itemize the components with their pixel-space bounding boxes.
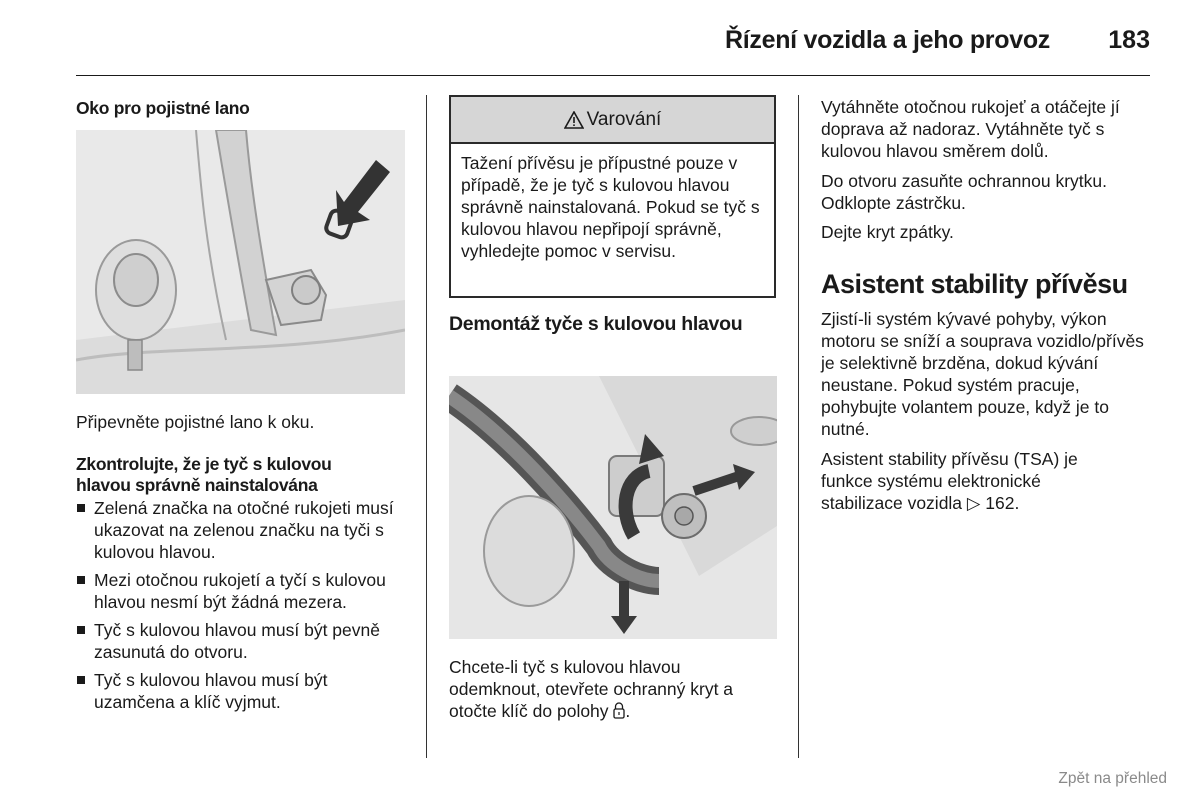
list-item: Zelená značka na otočné rukojeti musí ukazovat na zelenou značku na tyči s kulovou hlavou. bbox=[76, 497, 406, 563]
illustration-safety-eye bbox=[76, 130, 405, 394]
bullet-icon bbox=[77, 676, 85, 684]
page-reference-arrow-icon: ▷ bbox=[966, 493, 981, 513]
section-heading-tsa: Asistent stability přívěsu bbox=[821, 269, 1128, 299]
back-to-overview-link[interactable]: Zpět na přehled bbox=[1058, 770, 1167, 787]
warning-title: Varování bbox=[586, 108, 662, 130]
list-item: Tyč s kulovou hlavou musí být uzamčena a klíč vyjmut. bbox=[76, 669, 406, 713]
column-divider-left bbox=[426, 95, 427, 758]
column-divider-right bbox=[798, 95, 799, 758]
caption-unlock: Chcete-li tyč s kulovou hlavou odemknout, otevřete ochranný kryt a otočte klíč do polohy . bbox=[449, 657, 734, 721]
list-item: Tyč s kulovou hlavou musí být pevně zasunutá do otvoru. bbox=[76, 619, 406, 663]
illustration-removal bbox=[449, 376, 777, 639]
paragraph-tsa-function: Zjistí-li systém kývavé pohyby, výkon motoru se sníží a souprava vozidlo/přívěs je selektivně brzděna, dokud kývání neustane. Pokud systém pracuje, pohybujte volantem pouze, když je to nutné. bbox=[821, 309, 1144, 439]
bullet-icon bbox=[77, 576, 85, 584]
list-item: Mezi otočnou rukojetí a tyčí s kulovou hlavou nesmí být žádná mezera. bbox=[76, 569, 406, 613]
warning-triangle-icon bbox=[564, 111, 584, 129]
page-number: 183 bbox=[1108, 26, 1150, 54]
warning-text: Tažení přívěsu je přípustné pouze v případě, že je tyč s kulovou hlavou správně nainstalovaná. Pokud se tyč s kulovou hlavou nepřipojí správně, vyhledejte pomoc v servisu. bbox=[461, 153, 760, 261]
paragraph-tsa-esc: Asistent stability přívěsu (TSA) je funkce systému elektronické stabilizace vozidla ▷ 162. bbox=[821, 449, 1078, 513]
warning-header bbox=[451, 97, 774, 144]
check-list bbox=[76, 497, 406, 719]
page-header-title: Řízení vozidla a jeho provoz bbox=[725, 26, 1050, 54]
section-heading-safety-eye: Oko pro pojistné lano bbox=[76, 98, 250, 118]
section-heading-removal: Demontáž tyče s kulovou hlavou bbox=[449, 313, 743, 335]
caption-attach-cable: Připevněte pojistné lano k oku. bbox=[76, 412, 315, 432]
bullet-icon bbox=[77, 504, 85, 512]
bullet-icon bbox=[77, 626, 85, 634]
check-heading: Zkontrolujte, že je tyč s kulovou hlavou správně nainstalována bbox=[76, 454, 332, 495]
paragraph-protective-cap: Do otvoru zasuňte ochrannou krytku. Odklopte zástrčku. bbox=[821, 171, 1107, 213]
lock-position-icon bbox=[613, 702, 625, 719]
header-divider bbox=[76, 75, 1150, 76]
warning-box bbox=[449, 95, 776, 298]
paragraph-replace-cover: Dejte kryt zpátky. bbox=[821, 222, 954, 242]
page-reference[interactable]: 162. bbox=[985, 493, 1020, 513]
paragraph-pull-handle: Vytáhněte otočnou rukojeť a otáčejte jí doprava až nadoraz. Vytáhněte tyč s kulovou hlavou směrem dolů. bbox=[821, 97, 1120, 161]
